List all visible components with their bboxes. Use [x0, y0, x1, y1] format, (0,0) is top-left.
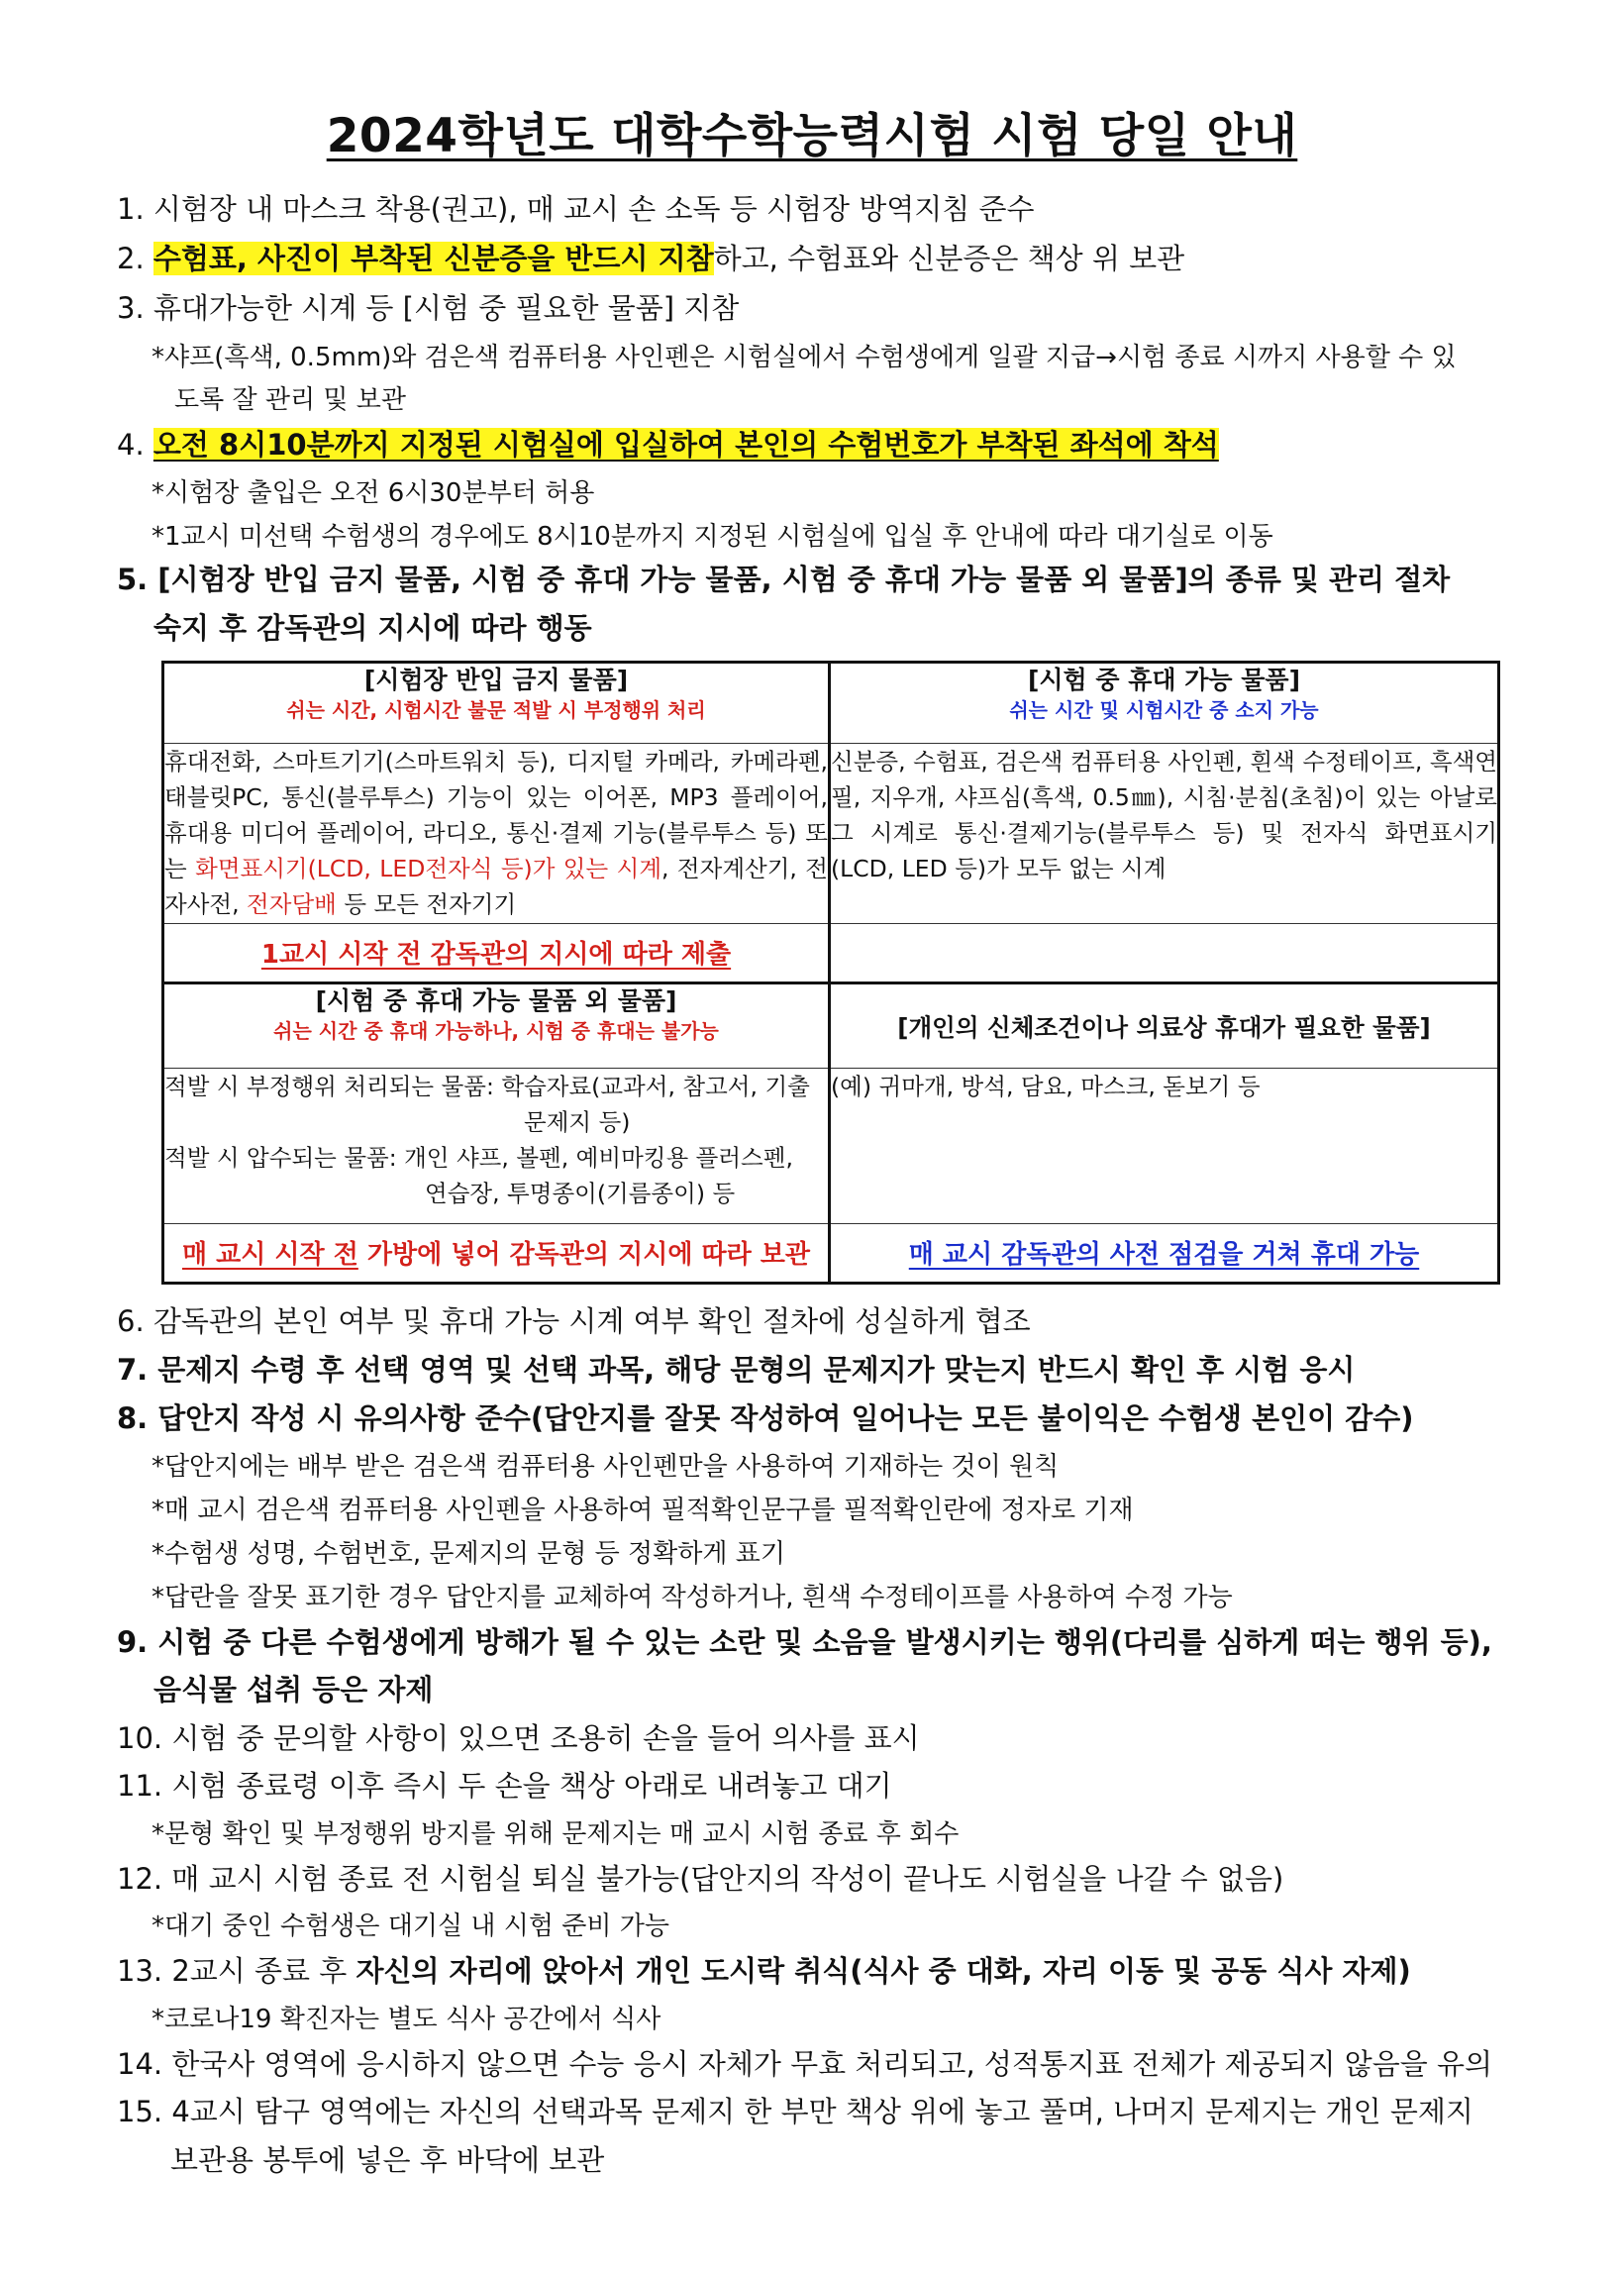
other-line-2: 문제지 등)	[524, 1108, 631, 1137]
item-4-note-1: *시험장 출입은 오전 6시30분부터 허용	[152, 478, 595, 508]
empty-action-cell	[830, 923, 1499, 982]
allowed-header-cell	[830, 663, 1499, 744]
other-subheader: 쉬는 시간 중 휴대 가능하나, 시험 중 휴대는 불가능	[273, 1019, 719, 1044]
other-line-1: 적발 시 부정행위 처리되는 물품: 학습자료(교과서, 참고서, 기출	[164, 1073, 810, 1101]
item-1: 1. 시험장 내 마스크 착용(권고), 매 교시 손 소독 등 시험장 방역지침 준수	[117, 192, 1035, 226]
item-4-number: 4.	[117, 428, 145, 462]
banned-body-c: 등 모든 전자기기	[336, 890, 517, 919]
other-action-red: 매 교시 시작 전	[181, 1240, 358, 1271]
banned-action: 1교시 시작 전 감독관의 지시에 따라 제출	[260, 940, 732, 971]
item-9-line-1: 9. 시험 중 다른 수험생에게 방해가 될 수 있는 소란 및 소음을 발생시키는 행위(다리를 심하게 떠는 행위 등),	[117, 1625, 1492, 1659]
banned-header: [시험장 반입 금지 물품]	[363, 666, 629, 694]
item-10: 10. 시험 중 문의할 사항이 있으면 조용히 손을 들어 의사를 표시	[117, 1721, 920, 1755]
item-8-note-2: *매 교시 검은색 컴퓨터용 사인펜을 사용하여 필적확인문구를 필적확인란에 정자로 기재	[152, 1496, 1134, 1525]
banned-header-cell	[163, 663, 830, 744]
item-13-bold: 자신의 자리에 앉아서 개인 도시락 취식(식사 중 대화, 자리 이동 및 공동 식사 자제)	[355, 1954, 1411, 1988]
other-line-3: 적발 시 압수되는 물품: 개인 샤프, 볼펜, 예비마킹용 플러스펜,	[164, 1144, 793, 1173]
other-items-cell	[163, 1069, 830, 1223]
item-3-note-1: *샤프(흑색, 0.5mm)와 검은색 컴퓨터용 사인펜은 시험실에서 수험생에게 일괄 지급→시험 종료 시까지 사용할 수 있	[152, 343, 1457, 372]
allowed-items-cell: 신분증, 수험표, 검은색 컴퓨터용 사인펜, 흰색 수정테이프, 흑색연필, 지우개, 샤프심(흑색, 0.5㎜), 시침·분침(초침)이 있는 아날로그 시계로 통신·결제기능(블루투스 등) 및 전자식 화면표시기(LCD, LED 등)가 모두 없는 시계	[830, 744, 1499, 924]
medical-action-cell	[830, 1223, 1499, 1283]
other-header: [시험 중 휴대 가능 물품 외 물품]	[315, 986, 677, 1016]
item-3-note-2: 도록 잘 관리 및 보관	[174, 385, 406, 415]
item-13	[117, 1950, 1411, 1992]
item-5-line-2: 숙지 후 감독관의 지시에 따라 행동	[153, 611, 592, 645]
medical-header-cell	[830, 983, 1499, 1069]
item-11: 11. 시험 종료령 이후 즉시 두 손을 책상 아래로 내려놓고 대기	[117, 1769, 892, 1803]
item-4-highlight: 오전 8시10분까지 지정된 시험실에 입실하여 본인의 수험번호가 부착된 좌석에 착석	[152, 428, 1219, 462]
page-title	[0, 99, 1624, 165]
item-13-prefix: 13. 2교시 종료 후	[117, 1954, 356, 1988]
items-table	[161, 661, 1500, 1285]
item-8-note-3: *수험생 성명, 수험번호, 문제지의 문형 등 정확하게 표기	[152, 1539, 785, 1569]
item-13-note: *코로나19 확진자는 별도 식사 공간에서 식사	[152, 2005, 661, 2034]
banned-subheader: 쉬는 시간, 시험시간 불문 적발 시 부정행위 처리	[286, 698, 706, 722]
allowed-header: [시험 중 휴대 가능 물품]	[1027, 666, 1301, 694]
title-text: 2024학년도 대학수학능력시험 시험 당일 안내	[326, 109, 1298, 163]
item-5-line-1: 5. [시험장 반입 금지 물품, 시험 중 휴대 가능 물품, 시험 중 휴대 가능 물품 외 물품]의 종류 및 관리 절차	[117, 563, 1451, 596]
banned-body-red-1: 화면표시기(LCD, LED전자식 등)가 있는 시계	[195, 855, 662, 883]
item-6: 6. 감독관의 본인 여부 및 휴대 가능 시계 여부 확인 절차에 성실하게 협조	[117, 1304, 1031, 1338]
banned-items-cell	[163, 744, 830, 924]
banned-body-red-2: 전자담배	[247, 890, 337, 919]
item-8: 8. 답안지 작성 시 유의사항 준수(답안지를 잘못 작성하여 일어나는 모든 불이익은 수험생 본인이 감수)	[117, 1401, 1414, 1435]
item-2-highlight: 수험표, 사진이 부착된 신분증을 반드시 지참	[152, 242, 714, 275]
medical-header: [개인의 신체조건이나 의료상 휴대가 필요한 물품]	[897, 1012, 1431, 1042]
item-15-line-1: 15. 4교시 탐구 영역에는 자신의 선택과목 문제지 한 부만 책상 위에 놓고 풀며, 나머지 문제지는 개인 문제지	[117, 2095, 1473, 2128]
medical-action: 매 교시 감독관의 사전 점검을 거쳐 휴대 가능	[908, 1240, 1420, 1271]
item-2-number: 2.	[117, 242, 145, 275]
item-8-note-1: *답안지에는 배부 받은 검은색 컴퓨터용 사인펜만을 사용하여 기재하는 것이 원칙	[152, 1452, 1060, 1482]
item-8-note-4: *답란을 잘못 표기한 경우 답안지를 교체하여 작성하거나, 흰색 수정테이프를 사용하여 수정 가능	[152, 1583, 1233, 1612]
other-header-cell	[163, 983, 830, 1069]
item-4	[117, 424, 1219, 465]
item-14: 14. 한국사 영역에 응시하지 않으면 수능 응시 자체가 무효 처리되고, 성적통지표 전체가 제공되지 않음을 유의	[117, 2047, 1492, 2081]
medical-items-cell: (예) 귀마개, 방석, 담요, 마스크, 돋보기 등	[830, 1069, 1499, 1223]
item-3: 3. 휴대가능한 시계 등 [시험 중 필요한 물품] 지참	[117, 291, 740, 325]
item-4-note-2: *1교시 미선택 수험생의 경우에도 8시10분까지 지정된 시험실에 입실 후 안내에 따라 대기실로 이동	[152, 522, 1273, 552]
other-line-4: 연습장, 투명종이(기름종이) 등	[425, 1180, 736, 1208]
item-7: 7. 문제지 수령 후 선택 영역 및 선택 과목, 해당 문형의 문제지가 맞는지 반드시 확인 후 시험 응시	[117, 1353, 1356, 1387]
item-2-rest: 하고, 수험표와 신분증은 책상 위 보관	[713, 242, 1185, 275]
item-9-line-2: 음식물 섭취 등은 자제	[153, 1673, 434, 1706]
other-action-rest: 가방에 넣어 감독관의 지시에 따라 보관	[357, 1240, 811, 1271]
banned-action-cell	[163, 923, 830, 982]
allowed-subheader: 쉬는 시간 및 시험시간 중 소지 가능	[1009, 698, 1319, 722]
item-12-note: *대기 중인 수험생은 대기실 내 시험 준비 가능	[152, 1912, 669, 1941]
banned-body-b: , 전자계산기, 전자사전,	[164, 855, 829, 919]
item-12: 12. 매 교시 시험 종료 전 시험실 퇴실 불가능(답안지의 작성이 끝나도 시험실을 나갈 수 없음)	[117, 1862, 1284, 1896]
item-11-note: *문형 확인 및 부정행위 방지를 위해 문제지는 매 교시 시험 종료 후 회수	[152, 1819, 960, 1849]
item-15-line-2: 보관용 봉투에 넣은 후 바닥에 보관	[170, 2143, 605, 2177]
other-action-cell	[163, 1223, 830, 1283]
item-2	[117, 238, 1184, 279]
banned-body-a: 휴대전화, 스마트기기(스마트워치 등), 디지털 카메라, 카메라펜, 태블릿PC, 통신(블루투스) 기능이 있는 이어폰, MP3 플레이어, 휴대용 미디어 플레이어, 라디오, 통신·결제 기능(블루투스 등) 또는	[164, 748, 828, 883]
